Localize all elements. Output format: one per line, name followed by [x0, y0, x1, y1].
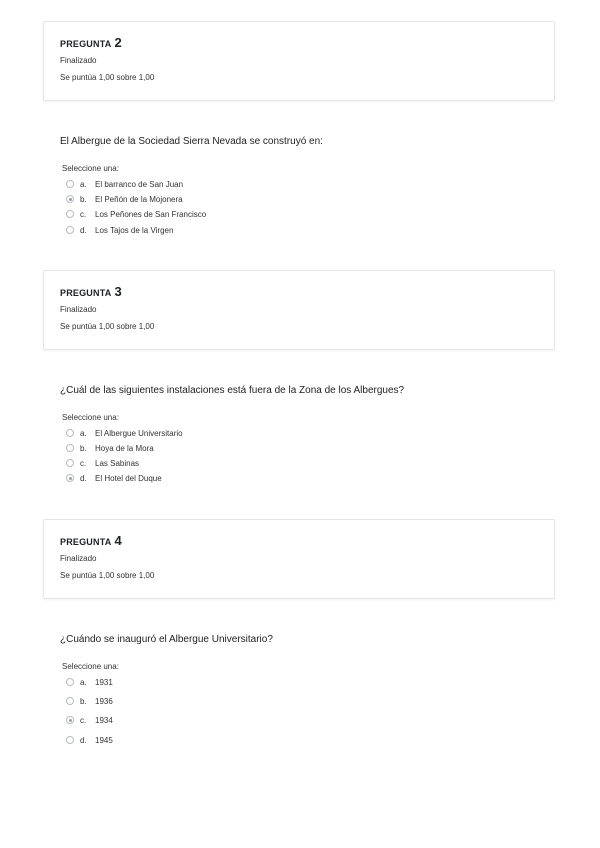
radio-button[interactable] — [66, 459, 74, 467]
radio-button-selected[interactable] — [66, 716, 74, 724]
question-3-option-c[interactable]: c. Las Sabinas — [66, 457, 139, 469]
question-4-prompt: Seleccione una: — [62, 662, 119, 671]
radio-button[interactable] — [66, 210, 74, 218]
question-4-option-d[interactable]: d. 1945 — [66, 734, 113, 746]
question-3-heading — [60, 284, 122, 299]
question-number: 2 — [114, 35, 122, 50]
radio-button[interactable] — [66, 678, 74, 686]
question-label: PREGUNTA — [60, 288, 112, 298]
question-4-option-b[interactable]: b. 1936 — [66, 695, 113, 707]
question-4-info-card — [43, 519, 555, 599]
question-number: 3 — [114, 284, 122, 299]
question-4-text: ¿Cuándo se inauguró el Albergue Universitario? — [60, 634, 273, 645]
question-3-option-d[interactable]: d. El Hotel del Duque — [66, 472, 162, 484]
question-grade: Se puntúa 1,00 sobre 1,00 — [60, 571, 155, 580]
question-2-text: El Albergue de la Sociedad Sierra Nevada se construyó en: — [60, 136, 323, 147]
question-2-option-b[interactable]: b. El Peñón de la Mojonera — [66, 193, 183, 205]
question-4-heading — [60, 533, 122, 548]
question-state: Finalizado — [60, 554, 97, 563]
question-label: PREGUNTA — [60, 39, 112, 49]
radio-button[interactable] — [66, 736, 74, 744]
question-2-heading — [60, 35, 122, 50]
radio-button-selected[interactable] — [66, 195, 74, 203]
radio-button[interactable] — [66, 180, 74, 188]
radio-button[interactable] — [66, 226, 74, 234]
question-4-option-c[interactable]: c. 1934 — [66, 714, 113, 726]
question-state: Finalizado — [60, 56, 97, 65]
question-3-option-a[interactable]: a. El Albergue Universitario — [66, 427, 183, 439]
question-state: Finalizado — [60, 305, 97, 314]
radio-button-selected[interactable] — [66, 474, 74, 482]
question-3-text: ¿Cuál de las siguientes instalaciones está fuera de la Zona de los Albergues? — [60, 385, 405, 396]
question-grade: Se puntúa 1,00 sobre 1,00 — [60, 73, 155, 82]
question-number: 4 — [114, 533, 122, 548]
question-3-prompt: Seleccione una: — [62, 413, 119, 422]
question-2-prompt: Seleccione una: — [62, 164, 119, 173]
question-label: PREGUNTA — [60, 537, 112, 547]
question-2-info-card — [43, 21, 555, 101]
question-2-option-d[interactable]: d. Los Tajos de la Virgen — [66, 224, 173, 236]
radio-button[interactable] — [66, 697, 74, 705]
question-grade: Se puntúa 1,00 sobre 1,00 — [60, 322, 155, 331]
radio-button[interactable] — [66, 429, 74, 437]
radio-button[interactable] — [66, 444, 74, 452]
question-3-option-b[interactable]: b. Hoya de la Mora — [66, 442, 154, 454]
question-2-option-c[interactable]: c. Los Peñones de San Francisco — [66, 208, 206, 220]
question-4-option-a[interactable]: a. 1931 — [66, 676, 113, 688]
question-2-option-a[interactable]: a. El barranco de San Juan — [66, 178, 183, 190]
question-3-info-card — [43, 270, 555, 350]
